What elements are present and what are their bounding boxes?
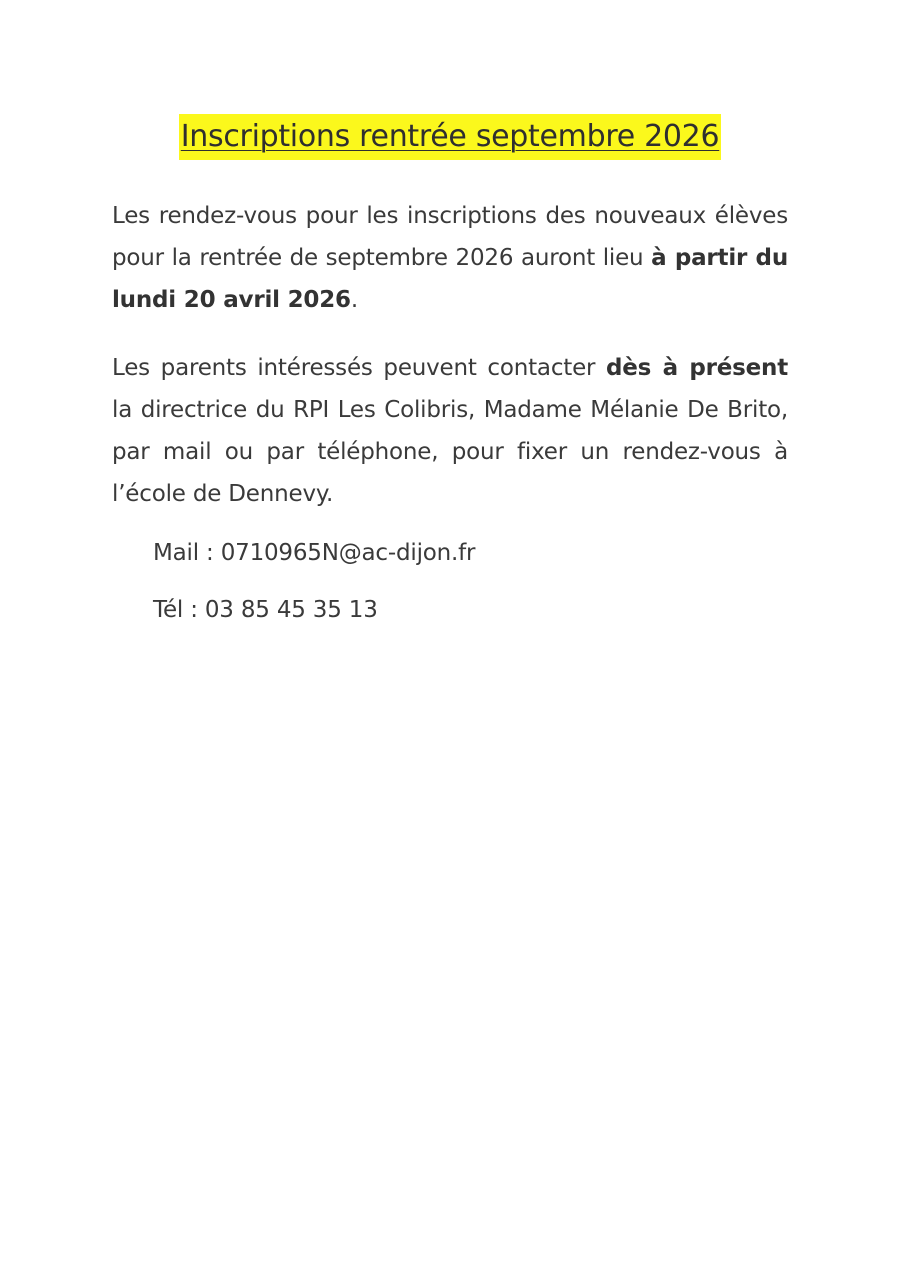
title-container [0,114,900,160]
paragraph-dates-end: . [350,287,358,313]
contact-phone [153,594,378,626]
paragraph-contact [112,347,788,515]
mail-label: Mail : [153,540,221,566]
mail-value[interactable]: 0710965N@ac-dijon.fr [220,540,476,566]
phone-label: Tél : [153,597,205,623]
paragraph-dates-bold: à partir du lundi 20 avril 2026 [112,245,788,313]
phone-value[interactable]: 03 85 45 35 13 [204,597,378,623]
paragraph-contact-text: Les parents intéressés peuvent contacter [112,355,607,381]
paragraph-contact-end: la directrice du RPI Les Colibris, Madame Mélanie De Brito, par mail ou par téléphone, pour fixer un rendez-vous à l’école de Dennevy. [112,397,788,507]
contact-mail [153,537,475,569]
paragraph-contact-bold: dès à présent [606,355,788,381]
page-title: Inscriptions rentrée septembre 2026 [179,114,722,160]
paragraph-dates [112,195,788,321]
paragraph-dates-text: Les rendez-vous pour les inscriptions des nouveaux élèves pour la rentrée de septembre 2026 auront lieu [112,203,788,271]
